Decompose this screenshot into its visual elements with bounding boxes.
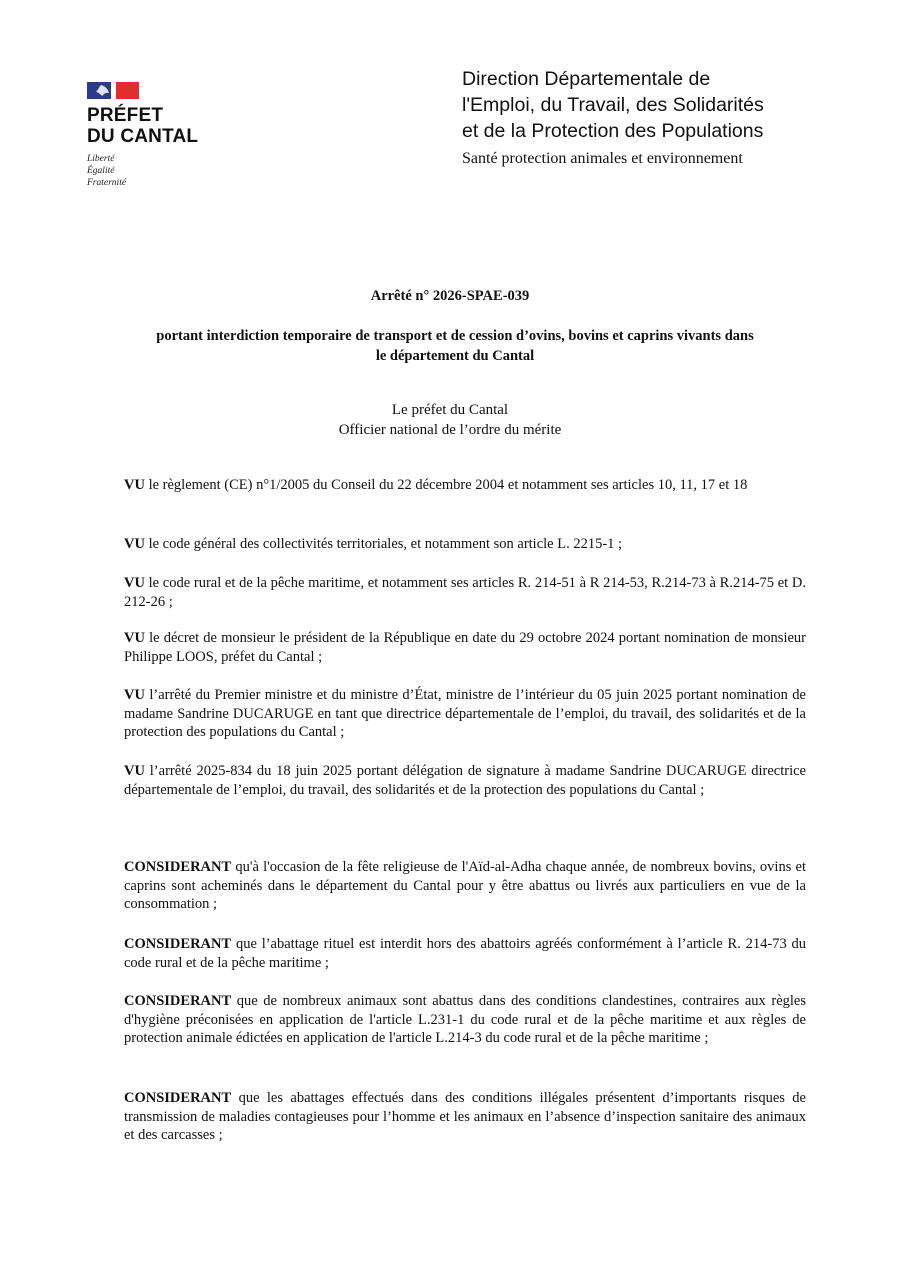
vu-keyword: VU bbox=[124, 687, 145, 703]
considerant-paragraph bbox=[124, 992, 806, 1048]
considerant-paragraph bbox=[124, 858, 806, 914]
considerant-text: que l’abattage rituel est interdit hors des abattoirs agréés conformément à l’article R. 214-73 du code rural et de la pêche maritime ; bbox=[124, 936, 806, 971]
arrete-subject-line-1: portant interdiction temporaire de transport et de cession d’ovins, bovins et caprins vivants dans bbox=[156, 328, 754, 344]
direction-title bbox=[462, 66, 882, 144]
vu-paragraph bbox=[124, 629, 806, 666]
vu-keyword: VU bbox=[124, 477, 145, 493]
prefet-line-2: DU CANTAL bbox=[87, 126, 199, 147]
prefet-line-1: PRÉFET bbox=[87, 105, 164, 126]
arrete-subject-line-2: le département du Cantal bbox=[375, 348, 535, 364]
considerant-paragraph bbox=[124, 935, 806, 972]
republic-motto bbox=[87, 153, 237, 189]
vu-keyword: VU bbox=[124, 536, 145, 552]
vu-paragraph bbox=[124, 762, 806, 799]
marianne-flag-icon bbox=[87, 82, 139, 99]
vu-paragraph bbox=[124, 574, 806, 611]
prefet-distinction: Officier national de l’ordre du mérite bbox=[338, 422, 562, 438]
considerant-text: qu'à l'occasion de la fête religieuse de l'Aïd-al-Adha chaque année, de nombreux bovins, ovins et caprins sont acheminés dans le département du Cantal pour y être abattus ou livrés aux particuliers en vue de la consommation ; bbox=[124, 859, 806, 913]
direction-line-1: Direction Départementale de bbox=[462, 68, 711, 90]
motto-fraternite: Fraternité bbox=[87, 178, 127, 188]
vu-text: le code rural et de la pêche maritime, et notamment ses articles R. 214-51 à R 214-53, R.214-73 à R.214-75 et D. 212-26 ; bbox=[124, 575, 806, 610]
vu-paragraph bbox=[124, 535, 806, 554]
considerant-keyword: CONSIDERANT bbox=[124, 993, 232, 1009]
considerant-paragraph bbox=[124, 1089, 806, 1145]
direction-line-3: et de la Protection des Populations bbox=[462, 120, 764, 142]
prefet-title bbox=[87, 105, 237, 147]
considerant-text: que de nombreux animaux sont abattus dans des conditions clandestines, contraires aux règles d'hygiène préconisées en application de l'article L.231-1 du code rural et de la pêche maritime et aux règles de protection animale édictées en application de l'article L.214-3 du code rural et de la pêche maritime ; bbox=[124, 993, 806, 1047]
prefecture-logo-block bbox=[87, 82, 237, 189]
vu-keyword: VU bbox=[124, 630, 145, 646]
considerant-keyword: CONSIDERANT bbox=[124, 859, 232, 875]
vu-keyword: VU bbox=[124, 575, 145, 591]
vu-paragraph bbox=[124, 476, 806, 495]
direction-header bbox=[462, 66, 882, 169]
vu-text: le code général des collectivités territoriales, et notamment son article L. 2215-1 ; bbox=[144, 536, 623, 552]
vu-paragraph bbox=[124, 686, 806, 742]
arrete-number: Arrêté n° 2026-SPAE-039 bbox=[370, 288, 530, 304]
prefet-name: Le préfet du Cantal bbox=[391, 402, 509, 418]
prefet-authority bbox=[0, 400, 900, 440]
vu-text: l’arrêté du Premier ministre et du ministre d’État, ministre de l’intérieur du 05 juin 2025 portant nomination de madame Sandrine DUCARUGE en tant que directrice départementale de l’emploi, du travail, des solidarités et de la protection des populations du Cantal ; bbox=[124, 687, 806, 741]
motto-egalite: Égalité bbox=[87, 166, 115, 176]
considerant-text: que les abattages effectués dans des conditions illégales présentent d’importants risques de transmission de maladies contagieuses pour l’homme et les animaux en l’absence d’inspection sanitaire des animaux et des carcasses ; bbox=[124, 1090, 806, 1144]
vu-keyword: VU bbox=[124, 763, 145, 779]
vu-text: l’arrêté 2025-834 du 18 juin 2025 portant délégation de signature à madame Sandrine DUCARUGE directrice départementale de l’emploi, du travail, des solidarités et de la protection des populations du Cantal ; bbox=[124, 763, 806, 798]
arrete-subject bbox=[110, 326, 800, 366]
considerant-keyword: CONSIDERANT bbox=[124, 936, 232, 952]
motto-liberte: Liberté bbox=[87, 154, 115, 164]
vu-text: le règlement (CE) n°1/2005 du Conseil du 22 décembre 2004 et notamment ses articles 10, 11, 17 et 18 bbox=[144, 477, 748, 493]
service-name: Santé protection animales et environnement bbox=[462, 150, 743, 167]
vu-text: le décret de monsieur le président de la République en date du 29 octobre 2024 portant nomination de monsieur Philippe LOOS, préfet du Cantal ; bbox=[124, 630, 806, 665]
direction-line-2: l'Emploi, du Travail, des Solidarités bbox=[462, 94, 764, 116]
considerant-keyword: CONSIDERANT bbox=[124, 1090, 232, 1106]
